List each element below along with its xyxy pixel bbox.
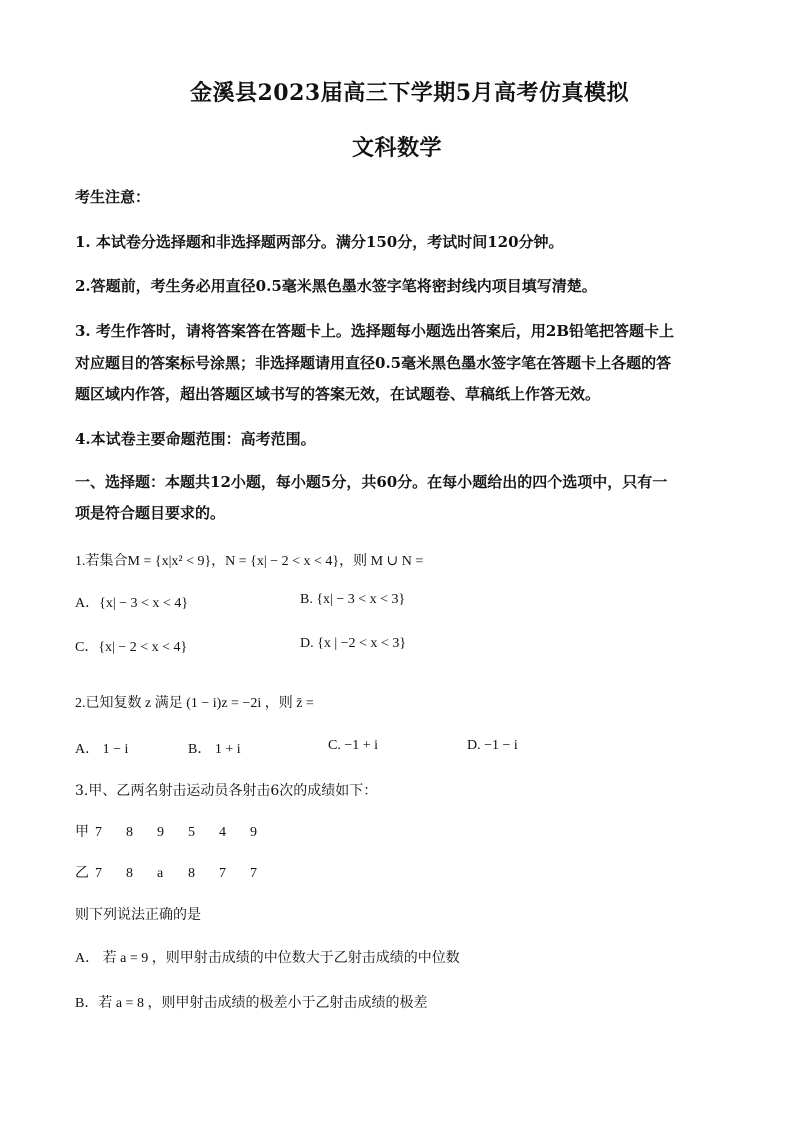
score-row-label: 乙 bbox=[75, 866, 89, 881]
score-cell: 8 bbox=[126, 866, 133, 881]
score-cell: 7 bbox=[219, 866, 226, 881]
notice-item-3-line-2: 对应题目的答案标号涂黑；非选择题请用直径0.5毫米黑色墨水签字笔在答题卡上各题的答 bbox=[75, 354, 672, 372]
exam-subject: 文科数学 bbox=[352, 135, 443, 161]
question-2-option-a: A． 1 − i bbox=[75, 742, 129, 757]
question-3-option-b: B．若 a = 8 ，则甲射击成绩的极差小于乙射击成绩的极差 bbox=[75, 996, 428, 1011]
notice-heading: 考生注意： bbox=[75, 188, 151, 206]
score-cell: 7 bbox=[250, 866, 257, 881]
score-cell: a bbox=[157, 866, 164, 881]
notice-item-2: 2.答题前，考生务必用直径0.5毫米黑色墨水签字笔将密封线内项目填写清楚。 bbox=[75, 277, 597, 295]
question-1-option-b: B. {x| − 3 < x < 3} bbox=[300, 592, 406, 607]
score-row-yi bbox=[75, 862, 281, 882]
question-1-stem: 1.若集合M = {x|x² < 9}，N = {x| − 2 < x < 4}，则 M ∪ N = bbox=[75, 554, 424, 569]
question-3-stem: 3.甲、乙两名射击运动员各射击6次的成绩如下： bbox=[75, 783, 378, 799]
section-heading-line-2: 项是符合题目要求的。 bbox=[75, 504, 226, 522]
notice-item-3-line-1: 3. 考生作答时，请将答案答在答题卡上。选择题每小题选出答案后，用2B铅笔把答题卡上 bbox=[75, 322, 675, 340]
notice-item-1: 1. 本试卷分选择题和非选择题两部分。满分150分，考试时间120分钟。 bbox=[75, 233, 564, 251]
question-1-option-d: D. {x | −2 < x < 3} bbox=[300, 636, 407, 651]
question-1-option-a: A．{x| − 3 < x < 4} bbox=[75, 596, 189, 611]
question-2-stem: 2.已知复数 z 满足 (1 − i)z = −2i ，则 z̄ = bbox=[75, 696, 314, 711]
score-cell: 8 bbox=[188, 866, 195, 881]
question-3-prompt: 则下列说法正确的是 bbox=[75, 907, 201, 923]
exam-title: 金溪县2023届高三下学期5月高考仿真模拟 bbox=[190, 80, 630, 106]
question-2-option-b: B． 1 + i bbox=[188, 742, 241, 757]
section-heading-line-1: 一、选择题：本题共12小题，每小题5分，共60分。在每小题给出的四个选项中，只有一 bbox=[75, 473, 668, 491]
score-row-label: 甲 bbox=[75, 825, 89, 840]
question-3-option-a: A． 若 a = 9 ，则甲射击成绩的中位数大于乙射击成绩的中位数 bbox=[75, 951, 460, 966]
notice-item-4: 4.本试卷主要命题范围：高考范围。 bbox=[75, 430, 316, 448]
question-2-option-d: D. −1 − i bbox=[467, 738, 518, 753]
score-cell: 4 bbox=[219, 825, 226, 840]
score-cell: 8 bbox=[126, 825, 133, 840]
score-cell: 7 bbox=[95, 866, 102, 881]
score-cell: 7 bbox=[95, 825, 102, 840]
score-row-jia bbox=[75, 821, 281, 841]
score-cell: 5 bbox=[188, 825, 195, 840]
notice-item-3-line-3: 题区域内作答，超出答题区域书写的答案无效，在试题卷、草稿纸上作答无效。 bbox=[75, 385, 601, 403]
question-2-option-c: C. −1 + i bbox=[328, 738, 379, 753]
score-cell: 9 bbox=[157, 825, 164, 840]
score-cell: 9 bbox=[250, 825, 257, 840]
question-1-option-c: C．{x| − 2 < x < 4} bbox=[75, 640, 188, 655]
